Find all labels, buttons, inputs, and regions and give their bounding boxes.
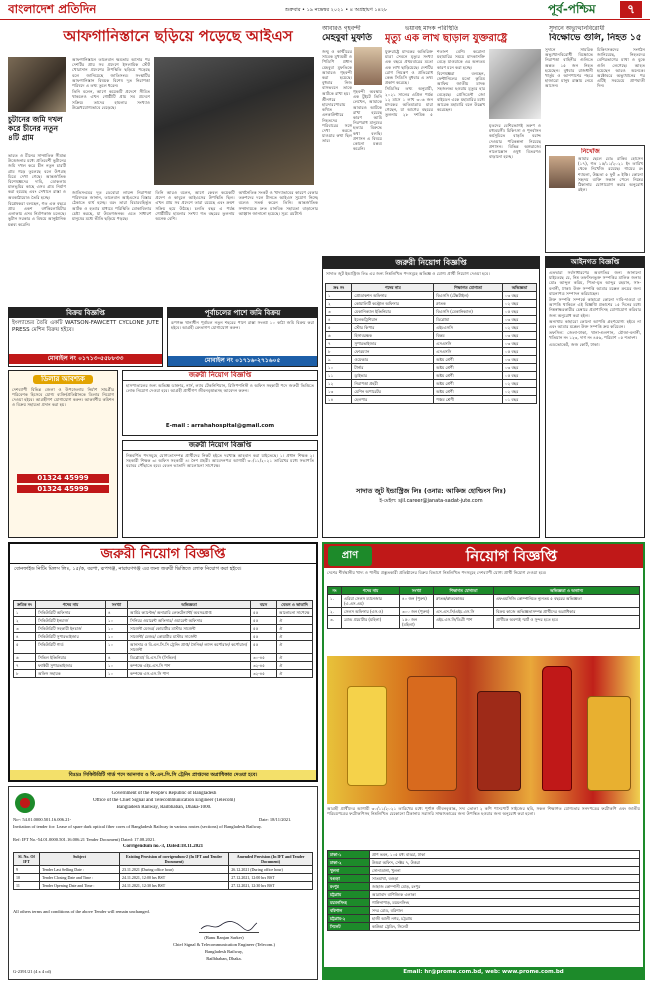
sudan-kicker: সুদানে অভ্যুত্থানবিরোধী <box>549 25 605 32</box>
table-row: 10 Tender Closing Date and Time : 24.11.2021, 12:00 hrs BST 27.12.2021, 12:00 hrs BST <box>14 874 313 882</box>
masthead <box>0 0 650 20</box>
govt-table-header: Sl. No. Of IFT Subject Existing Provision of corrigendum-2 (In IFT and Tender Document) Amended Provision (In IFT and Tender Document) <box>14 853 313 866</box>
prime-offices <box>327 850 640 966</box>
security-intro: বোনফাইড নিটিং মিলস লিঃ, ১৫/ক, বরপা, রূপগঞ্জ, নারায়ণগঞ্জ এর জন্য জরুরী ভিত্তিতে লোক নিয়োগ করা হইবে। <box>14 566 242 572</box>
product-jar-1 <box>347 686 387 786</box>
legal-body: এতদ্বারা সর্বসাধারণের অবগতির জন্য জানানো যাইতেছে যে, নিম্ন তফসিলভুক্ত সম্পত্তির মালিক জনাব মোঃ আব্দুল করিম, পিতা-মৃত আব্দুর রহমান, সাং-বনানী, ঢাকা। উক্ত সম্পত্তি আমার মক্কেল ক্রয়ের জন্য বায়নাপত্র সম্পাদন করিয়াছেন। উক্ত সম্পত্তি সম্পর্কে কাহারো কোনো দাবি-দাওয়া বা আপত্তি থাকিলে এই বিজ্ঞপ্তি প্রকাশের ১৫ দিনের মধ্যে নিম্নস্বাক্ষরকারীর চেম্বারে প্রমাণাদিসহ যোগাযোগ করিবার জন্য অনুরোধ করা হইল। অন্যথায় কাহারো কোনো আপত্তি গ্রহণযোগ্য হইবে না এবং আমার মক্কেল উক্ত সম্পত্তি ক্রয় করিবেন। তফসিল: জেলা-ঢাকা, থানা-গুলশান, মৌজা-বনানী, খতিয়ান নং ১২৩, দাগ নং ৪৫৬, পরিমাণ ০৫ শতাংশ। এডভোকেট, জজ কোর্ট, ঢাকা। <box>549 270 641 347</box>
prime-apply: আগ্রহী প্রার্থীদের আগামী ৩০/১১/২০২১ তারিখের মধ্যে পূর্ণাঙ্গ জীবনবৃত্তান্ত, সদ্য তোলা ২ কপি পাসপোর্ট সাইজের ছবি, সকল শিক্ষাগত যোগ্যতার সনদপত্রের ফটোকপি এবং জাতীয় পরিচয়পত্রের ফটোকপিসহ নিম্নলিখিত যেকোনো ঠিকানায় সরাসরি সাক্ষাৎকারের জন্য উপস্থিত হওয়ার জন্য অনুরোধ করা হলো। <box>327 806 640 817</box>
prime-email: Email: hr@prome.com.bd, web: www.prome.com.bd <box>324 967 643 978</box>
land-ad <box>167 307 318 367</box>
product-bottle <box>542 666 572 791</box>
govt-line-2: Office of the Chief Signal and Telecommunication Engineer (Telecom) <box>92 798 236 803</box>
table-row: ৩. ব্র্যান্ড প্রমোটার (মহিলা) ১৫০ জন (মহিলা) এইচ.এস.সি/ডিগ্রী পাশ প্রার্থীকে অবশ্যই স্মার্ট ও সুন্দর হতে হবে <box>328 616 640 629</box>
hospital-jobs-ad <box>122 370 318 436</box>
govt-memo: No-: 54.01.0000.501.16.006.21- <box>13 817 72 822</box>
prime-product-photo <box>327 656 640 804</box>
signature-scribble <box>199 919 259 933</box>
security-table <box>10 600 316 760</box>
prime-header <box>324 544 643 568</box>
table-row: ৩ সিকিউরিটি সহকারী ইনচার্জ ১০ সার্জেন্ট মেজর/ কোয়ার্টার মাস্টার সার্জেন্ট ৫৫ ঐ <box>14 625 313 633</box>
afghan-side-text: ভারত ও চীনের সাম্প্রতিক সীমান্ত উত্তেজনার মধ্যে প্রতিবেশী ভুটানের জমি দখল করে চীন নতুন চারটি গ্রাম গড়ে তুলেছে বলে উপগ্রহ চিত্রে দেখা গেছে। আন্তর্জাতিক বিশেষজ্ঞদের দাবি, ডোকলাম মালভূমির কাছে এসব গ্রাম নির্মাণ করা হয়েছে এবং সেখানে রাস্তা ও অবকাঠামোও তৈরি হচ্ছে। বিশ্লেষকরা বলছেন, গত এক বছরে প্রায় একশ বর্গকিলোমিটার এলাকায় এসব নির্মাণকাজ চলেছে। ভুটান সরকার এ বিষয়ে আনুষ্ঠানিক মন্তব্য করেনি। <box>8 153 66 227</box>
sudan-body: সুদানে সামরিক অভ্যুত্থানবিরোধী বিক্ষোভে নিরাপত্তা বাহিনীর গুলিতে অন্তত ১৫ জন নিহত হয়েছেন। বুধবার রাজধানী খার্তুম ও আশপাশের শহরে হাজারো মানুষ রাস্তায় নেমে আসেন। চিকিৎসকদের সংগঠন জানিয়েছে, নিহতদের বেশিরভাগের মাথা ও বুকে গুলি লেগেছে। আহত হয়েছেন আরও অনেকে। অক্টোবরে অভ্যুত্থানের পর এটিই সবচেয়ে প্রাণঘাতী দিন। <box>545 47 645 89</box>
table-row: 9 Tender Last Selling Date : 23.11.2021 (During office hour) 26.12.2021 (During office hour) <box>14 866 313 874</box>
school-jobs-ad <box>122 440 318 538</box>
col-salary: বেতন ও ভাতাদি <box>277 601 313 609</box>
govt-sign-name: (Banu Ranjan Sarker) <box>204 935 244 940</box>
list-item: বরিশাল সদর রোড, বরিশাল <box>328 907 640 915</box>
drug-photo <box>489 49 541 119</box>
prime-intro: দেশের শীর্ষস্থানীয় খাদ্য ও পানীয় প্রস্তুতকারী প্রতিষ্ঠানের বিক্রয় বিভাগে নিম্নলিখিত পদসমূহে দেশব্যাপী যোগ্য প্রার্থী নিয়োগ দেওয়া হবে। <box>327 570 547 575</box>
hospital-jobs-body: হাসপাতালের জন্য অভিজ্ঞ ডাক্তার, নার্স, ল্যাব টেকনিশিয়ান, রিসিপশনিস্ট ও অফিস সহকারী পদে জরুরী ভিত্তিতে লোক নিয়োগ দেওয়া হবে। আগ্রহী প্রার্থীগণ জীবনবৃত্তান্তসহ আবেদন করুন। <box>126 382 314 393</box>
prime-logo: প্রাণ <box>328 546 372 566</box>
govt-sign-title-2: Bangladesh Railway, <box>205 949 243 954</box>
mehbooba-text: জম্মু ও কাশ্মীরের সাবেক মুখ্যমন্ত্রী ও পিডিপি প্রধান মেহবুবা মুফতিকে আবারও গৃহবন্দী করা হয়েছে। বুধবার নিজ বাসভবনে তাকে আটকে রাখা হয়। শ্রীনগরে হায়দারপোরায় কথিত এনকাউন্টারে নিহতদের পরিবারের সঙ্গে দেখা করতে যাওয়ার কথা ছিল তার। <box>322 49 352 144</box>
legal-notice <box>545 256 645 538</box>
govt-tender-notice <box>8 786 318 980</box>
table-row: 11 Tender Opening Date and Time : 24.11.2021, 12:30 hrs BST 27.12.2021, 12:30 hrs BST <box>14 882 313 890</box>
sudan-headline: বিক্ষোভে গুলি, নিহত ১৫ <box>549 33 642 43</box>
land-body: রূপগঞ্জ থানাধীন পূর্বাচল নতুন শহরের পাশে রাস্তা সংলগ্ন ১০ কাঠা জমি বিক্রয় করা হইবে। আগ্রহী ক্রেতাগণ যোগাযোগ করুন। <box>171 320 314 331</box>
dealer-phone-2: 01324 45999 <box>17 485 109 494</box>
drug-headline: মৃত্যু এক লাখ ছাড়াল যুক্তরাষ্ট্রে <box>385 33 508 44</box>
sudan-story <box>545 25 645 253</box>
section-title: পূর্ব-পশ্চিম <box>548 2 596 16</box>
jute-company: সাদাত জুট ইন্ডাস্ট্রিজ লিঃ (ওনার: আকিজ হোল্ডিংস লিঃ) <box>356 487 506 495</box>
prime-heading: নিয়োগ বিজ্ঞপ্তি <box>465 547 558 565</box>
list-item: চট্টগ্রাম-২ হাজী আলী নগর, চট্টগ্রাম <box>328 915 640 923</box>
afghan-body: জাতিসংঘের দূত ডেবোরা লায়ন্স নিরাপত্তা পরিষদকে জানান, তালেবান আইএসের বিস্তার ঠেকাতে ব্যর্থ হচ্ছে। বরং তারা বিচারবহির্ভূত আটক ও হত্যার মাধ্যমে পরিস্থিতি মোকাবিলার চেষ্টা করছে, যা উদ্বেগজনক। এতে সাধারণ মানুষের মধ্যে ভীতি ছড়িয়ে পড়ছে। তিনি আরও বলেন, আগে কেবল কয়েকটি প্রদেশ ও কাবুলে আইএসের উপস্থিতি ছিল। এখন প্রায় সব প্রদেশে তারা রয়েছে এবং ক্রমশ সক্রিয় হয়ে উঠছে। চলতি বছর এ পর্যন্ত গোষ্ঠীটির হামলার সংখ্যা গত বছরের তুলনায় অনেক বেশি। অর্থনৈতিক সংকট ও খাদ্যাভাবের কারণে বেকার তরুণদের দলে টানতে আইএস সুযোগ নিচ্ছে বলেও সতর্ক করেন তিনি। আন্তর্জাতিক সম্প্রদায়কে দ্রুত মানবিক সহায়তা বাড়ানোর আহ্বান জানানো হয়েছে। সূত্র: রয়টার্স। <box>72 190 318 222</box>
mehbooba-photo <box>354 47 382 85</box>
security-footer: বিঃদ্রঃ সিকিউরিটি গার্ড পদে আনসার ও বি.এন.সি.সি ট্রেনিং প্রাপ্তদের অগ্রাধিকার দেওয়া হবে। <box>10 770 316 780</box>
afghan-photo-1 <box>8 57 66 112</box>
govt-code: G-2391/21 (4 x 4 cd) <box>13 969 51 974</box>
mehbooba-story <box>322 25 382 253</box>
col-age: বয়স <box>251 601 277 609</box>
govt-footer-note: All others terms and conditions of the above Tender will remain unchanged. <box>13 909 150 914</box>
afghan-photo-2 <box>154 57 314 185</box>
product-jar-2 <box>407 676 457 791</box>
missing-notice <box>545 145 645 253</box>
date-line: শুক্রবার • ১৯ নভেম্বর ২০২১ • ৪ অগ্রহায়ণ ১৪২৮ <box>285 7 388 13</box>
land-heading: পূর্বাচলের পাশে জমি বিক্রয় <box>168 308 317 318</box>
jute-jobs-table: ক্রঃ নং পদের নাম শিক্ষাগত যোগ্যতা অভিজ্ঞতা ১ প্রোডাকশন অফিসার বিএসসি (টেক্সটাইল) ০৩ বছর ২ কোয়ালিটি কন্ট্রোল অফিসার স্নাতক ০২ বছর ৩ মেকানিক্যাল ইঞ্জিনিয়ার বিএসসি (মেকানিক্যাল) ০৫ বছর ৪ ইলেকট্রিশিয়ান ডিপ্লোমা ০৩ বছর ৫ স্টোর কিপার এইচএসসি ০২ বছর ৬ হিসাবরক্ষক বিকম ০৩ বছর ৭ সুপারভাইজার এসএসসি ০৩ বছর ৮ ফোরম্যান এসএসসি ০৫ বছর ৯ ওয়েল্ডার অষ্টম শ্রেণী ০৩ বছর ১০ টার্নার অষ্টম শ্রেণী ০৩ বছর ১১ ড্রাইভার অষ্টম শ্রেণী ০৫ বছর ১২ নিরাপত্তা প্রহরী অষ্টম শ্রেণী ০২ বছর ১৩ মেশিন অপারেটর অষ্টম শ্রেণী ০২ বছর ১৪ হেলপার পঞ্চম শ্রেণী ০১ বছর <box>323 283 539 483</box>
govt-line-3: Bangladesh Railway, Railbhaban, Dhaka-1000. <box>116 805 212 810</box>
list-item: বগুড়া সাতমাথা, বগুড়া <box>328 875 640 883</box>
sale-heading: বিক্রয় বিজ্ঞপ্তি <box>9 308 162 318</box>
mehbooba-kicker: আবারও গৃহবন্দী <box>322 25 361 32</box>
mehbooba-text-2: গৃহবন্দী অবস্থায় এক টুইটে তিনি লেখেন, আমাকে আবারও আটকে রাখা হয়েছে কারণ আমি নিরপরাধ মানুষের হত্যার বিরুদ্ধে কথা বলছি। প্রশাসন এ বিষয়ে কোনো মন্তব্য করেনি। <box>353 89 382 152</box>
dealer-body: দেশব্যাপী বিভিন্ন জেলা ও উপজেলায় নির্মাণ সামগ্রীর পরিবেশক হিসেবে যোগ্য ব্যক্তি/প্রতিষ্ঠানকে ডিলার নিয়োগ দেওয়া হইবে। আগ্রহীগণ যোগাযোগ করুন। আকর্ষণীয় কমিশন ও বিক্রয় সহায়তা প্রদান করা হয়। <box>12 386 114 408</box>
dealer-ad <box>8 370 118 538</box>
security-jobs-ad <box>8 542 318 782</box>
prime-jobs-ad <box>322 542 645 980</box>
land-mobile: মোবাইল নং ০১৭১৬-২৭১৬০৫ <box>168 356 317 366</box>
jute-jobs-heading: জরুরী নিয়োগ বিজ্ঞপ্তি <box>323 257 539 269</box>
col-post: পদের নাম <box>36 601 106 609</box>
sale-ad <box>8 307 163 367</box>
table-row: ৬ সিভিল ইঞ্জিনিয়ার ৪ ডিপ্লোমা/ বি.এস.সি (সিভিল) ৩০-৪৫ ঐ <box>14 654 313 662</box>
col-serial: ক্রমিক নং <box>14 601 36 609</box>
drug-kicker: ভয়াবহ মাদক পরিস্থিতি <box>405 25 459 32</box>
dealer-phone-1: 01324 45999 <box>17 474 109 483</box>
missing-text: আমার ছেলে মোঃ রাকিব হোসেন (১৭), গত ১৫/১১/২০২১ ইং তারিখ থেকে নিখোঁজ রয়েছে। গায়ের রং শ্যামলা, উচ্চতা ৫ ফুট ৩ ইঞ্চি। কোনো সহৃদয় ব্যক্তি সন্ধান পেলে নিম্নের ঠিকানায় যোগাযোগ করার অনুরোধ রইল। <box>578 156 643 193</box>
security-heading: জরুরী নিয়োগ বিজ্ঞপ্তি <box>10 544 316 564</box>
prime-table-header: নং পদের নাম সংখ্যা শিক্ষাগত যোগ্যতা অভিজ্ঞতা ও অন্যান্য <box>328 587 640 595</box>
school-jobs-body: নিম্নবর্ণিত পদসমূহে যোগ্যতাসম্পন্ন প্রার্থীদের নিকট হইতে দরখাস্ত আহবান করা যাইতেছে। ১। প্রধান শিক্ষক ২। সহকারী শিক্ষক ৩। অফিস সহকারী ৪। নৈশ প্রহরী। আবেদনপত্র আগামী ৩০/১১/২০২১ তারিখের মধ্যে সভাপতি বরাবর পৌঁছাতে হবে। বেতন ভাতাদি আলোচনা সাপেক্ষে। <box>126 452 314 469</box>
govt-emblem <box>15 793 35 813</box>
hospital-jobs-heading: জরুরী নিয়োগ বিজ্ঞপ্তি <box>123 371 317 381</box>
product-jar-3 <box>477 691 521 791</box>
list-item: খুলনা সোনাডাঙ্গা, খুলনা <box>328 867 640 875</box>
list-item: ঢাকা-১ প্রাণ ভবন, ১০৫ মধ্য বাড্ডা, ঢাকা <box>328 851 640 859</box>
govt-invitation: Invitation of tender for: Lease of spare dark optical fiber cores of Bangladesh Railway in various routes (sections) of Bangladesh Railway. <box>13 824 263 829</box>
drug-body-2: মৃতদের বেশিরভাগই তরুণ ও মধ্যবয়সী। চিকিৎসা ও পুনর্বাসন কর্মসূচিতে বাড়তি বরাদ্দ দেওয়ার পরিকল্পনা নিয়েছে প্রশাসন। বিভিন্ন অঙ্গরাজ্যে নালোক্সোন ওষুধ বিতরণও বাড়ানো হচ্ছে। <box>489 123 541 160</box>
afghan-story <box>8 25 318 303</box>
missing-photo <box>549 156 575 188</box>
table-row: ২. সেলস অফিসার (এস.ও) ৩০০ জন (পুরুষ) এস.এস.সি/এইচ.এস.সি বিক্রয় কাজে অভিজ্ঞতাসম্পন্ন প্রার্থীদের অগ্রাধিকার <box>328 608 640 616</box>
table-row: ৫ সিকিউরিটি গার্ড ১০ আনসার ও বি.এন.সি.সি ট্রেনিং প্রাপ্ত/ সৈনিক/ ল্যান্স কর্পোরাল/ কর্পোরাল/ সার্জেন্ট ৫৫ ঐ <box>14 641 313 654</box>
table-row: ১ সিকিউরিটি অফিসার ৪ আর্মির ক্যাপ্টেন/ অনারারি লেফটেন্যান্ট/ অবসরপ্রাপ্ত ৫৫ আলোচনা সাপেক্ষে <box>14 609 313 617</box>
col-count: সংখ্যা <box>106 601 128 609</box>
table-row: ২ সিকিউরিটি ইনচার্জ ১০ সিনিয়র ওয়ারেন্ট অফিসার/ ওয়ারেন্ট অফিসার ৫৫ ঐ <box>14 617 313 625</box>
dealer-heading: ডিলার আবশ্যক <box>33 375 93 384</box>
afghan-side-headline: চুটানের জমি দখল করে চীনের নতুন ৪টি গ্রাম <box>8 115 63 142</box>
list-item: চট্টগ্রাম আগ্রাবাদ বাণিজ্যিক এলাকা <box>328 891 640 899</box>
table-row: ৭ ফ্যাক্টরী সুপারভাইজার ১০ কম্পক্ষে এইচ.এস.সি পাশ ৩২-৪৫ ঐ <box>14 662 313 670</box>
sale-mobile: মোবাইল নং ০১৭১৩-৫৫৮৮৩৩ <box>9 354 162 364</box>
legal-heading: আইনগত বিজ্ঞপ্তি <box>546 257 644 268</box>
govt-table <box>13 852 313 904</box>
table-row: ৪ সিকিউরিটি সুপারভাইজার ১০ সার্জেন্ট/ মেজর/ কোয়ার্টার মাস্টার সার্জেন্ট ৫৫ ঐ <box>14 633 313 641</box>
govt-sign-title-1: Chief Signal & Telecommunication Engineer (Telecom.) <box>172 942 275 947</box>
paper-name: বাংলাদেশ প্রতিদিন <box>8 2 97 16</box>
prime-table <box>327 586 640 652</box>
list-item: সিলেট কাউন্ডা ট্রেডিং, সিলেট <box>328 923 640 931</box>
table-row: ১. এরিয়া সেলস ম্যানেজার (এ.এস.এম) ৪০ জন (পুরুষ) স্নাতক/স্নাতকোত্তর এফএমসিজি কোম্পানিতে ন্যূনতম ৫ বছরের অভিজ্ঞতা <box>328 595 640 608</box>
govt-line-1: Government of the People's Republic of Bangladesh <box>111 791 217 796</box>
list-item: ময়মনসিংহ গাঙ্গিনাপাড়, ময়মনসিংহ <box>328 899 640 907</box>
page-number: ৭ <box>620 1 642 18</box>
school-jobs-heading: জরুরী নিয়োগ বিজ্ঞপ্তি <box>123 441 317 451</box>
drug-body: যুক্তরাষ্ট্রে মাদকের অতিরিক্ত মাত্রা সেবনে মৃত্যুর সংখ্যা এক বছরে প্রথমবারের মতো এক লাখ ছাড়িয়েছে। দেশটির রোগ নিয়ন্ত্রণ ও প্রতিরোধ কেন্দ্র সিডিসি বুধবার এ তথ্য প্রকাশ করেছে। সিডিসির তথ্য অনুযায়ী, ২০২১ সালের এপ্রিল পর্যন্ত ১২ মাসে ১ লাখ ৩০৬ জন মাদকের অতিমাত্রায় মারা গেছেন, যা আগের বছরের তুলনায় ২৮ দশমিক ৫ শতাংশ বেশি। করোনা মহামারির সময়ে মাদকাসক্তি বেড়ে যাওয়াকে এর অন্যতম কারণ মনে করা হচ্ছে। বিশেষজ্ঞরা বলছেন, ফেন্টানিলের মতো কৃত্রিম আফিম জাতীয় মাদক সহজলভ্য হওয়ায় মৃত্যুর হার বেড়েছে। প্রেসিডেন্ট জো বাইডেন একে মহামারির মধ্যে আরেক মহামারি বলে উল্লেখ করেছেন। <box>385 49 485 118</box>
govt-sign-title-3: Railbhaban, Dhaka. <box>206 956 242 961</box>
jute-email: ই-মেইল: sjil.career@janata-sadat-jute.com <box>379 498 483 505</box>
govt-corrigendum: Corrigendum no.-3, Dated:18.11.2021 <box>122 844 204 849</box>
missing-title: নিখোঁজ <box>581 148 600 155</box>
afghan-headline: আফগানিস্তানে ছড়িয়ে পড়েছে আইএস <box>63 28 293 45</box>
list-item: ঢাকা-২ উত্তরা অফিস, সেক্টর ৭, উত্তরা <box>328 859 640 867</box>
sale-body: ইংল্যান্ডের তৈরি একটি WATSON-FAWCETT CYCLONE JUTE PRESS মেশিন বিক্রয় হইবে। <box>12 320 159 333</box>
security-table-header <box>14 601 313 609</box>
govt-ref: Ref: IFT No.-54.01.0000.501.16.006.21 Tender Document) Dated: 17.08.2021. <box>13 837 156 842</box>
table-row: ৮ অফিস সহায়ক ১০ কম্পক্ষে এস.এস.সি পাশ ৩২-৪৫ ঐ <box>14 670 313 678</box>
list-item: রংপুর জাহাজ কোম্পানী মোড়, রংপুর <box>328 883 640 891</box>
jute-jobs-ad <box>322 256 540 538</box>
govt-date: Date: 18/11/2021. <box>259 817 292 822</box>
govt-signature <box>199 919 259 933</box>
masthead-rule <box>0 19 650 20</box>
jute-jobs-intro: সাদাত জুট ইন্ডাস্ট্রিজ লিঃ এর জন্য নিম্নলিখিত পদসমূহে অভিজ্ঞ ও যোগ্য প্রার্থী নিয়োগ দেওয়া হবে। <box>326 271 490 276</box>
product-jar-4 <box>587 696 631 791</box>
mehbooba-headline: মেহবুবা মুফতি <box>322 33 373 43</box>
drug-story <box>385 25 541 253</box>
hospital-jobs-email: E-mail : arrahahospital@gmail.com <box>165 422 275 429</box>
col-experience: অভিজ্ঞতা <box>128 601 251 609</box>
afghan-col-1: আফগানিস্তানে তালেবান ক্ষমতায় আসার পর দেশটির প্রায় সব প্রদেশে ইসলামিক স্টেট খোরাসান প্রদেশের উপস্থিতি ছড়িয়ে পড়েছে বলে জানিয়েছে জাতিসংঘ। সংস্থাটির আফগানিস্তান বিষয়ক বিশেষ দূত নিরাপত্তা পরিষদে এ তথ্য তুলে ধরেন। তিনি বলেন, আগে কয়েকটি প্রদেশে সীমিত থাকলেও এখন গোষ্ঠীটি প্রায় সব প্রদেশে সক্রিয়। তাদের হামলার সংখ্যাও উল্লেখযোগ্যভাবে বেড়েছে। <box>72 57 150 110</box>
